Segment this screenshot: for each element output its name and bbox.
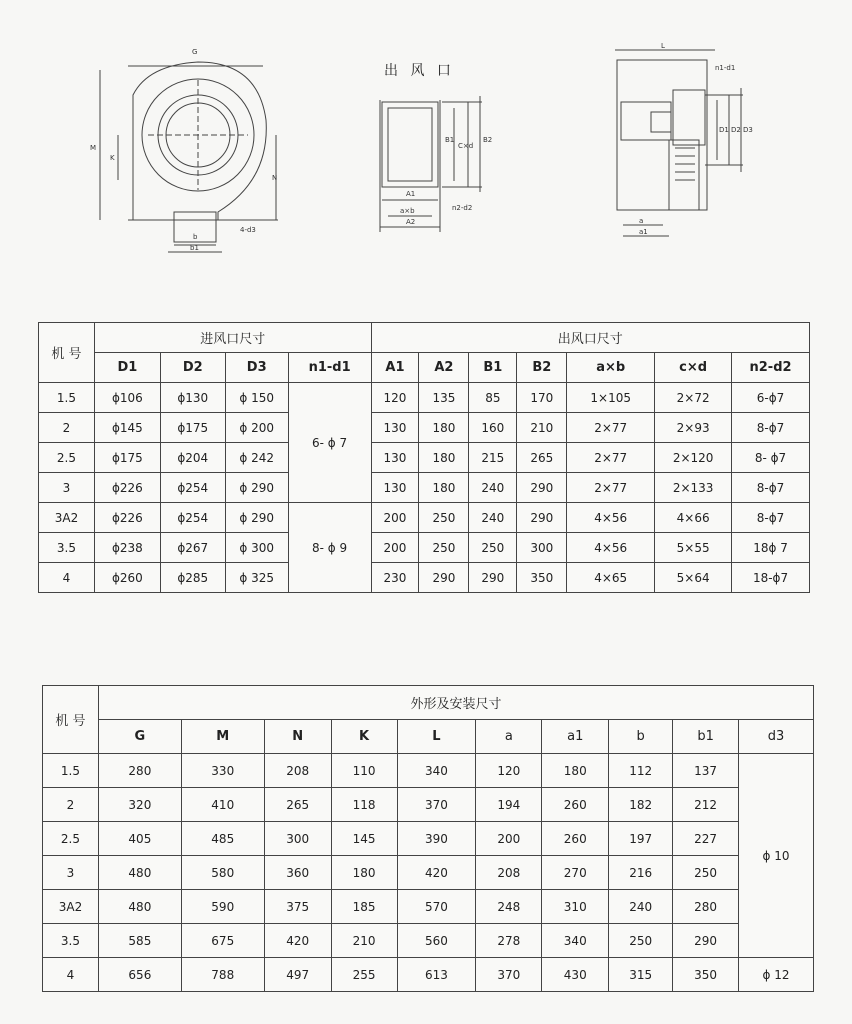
cell-machine-no: 3A2: [39, 503, 95, 533]
col-header-n1d1: n1-d1: [288, 353, 371, 383]
cell-b2: 210: [517, 413, 567, 443]
cell-m: 485: [181, 822, 264, 856]
inlet-size-header: 进风口尺寸: [94, 323, 371, 353]
cell-machine-no: 4: [43, 958, 99, 992]
cell-machine-no: 2: [39, 413, 95, 443]
cell-k: 118: [331, 788, 397, 822]
front-label-b1: b1: [190, 244, 199, 252]
col-header-axb: a×b: [567, 353, 655, 383]
col-header-n2d2: n2-d2: [732, 353, 810, 383]
machine-no-header: 机 号: [39, 323, 95, 383]
cell-axb: 2×77: [567, 443, 655, 473]
overall-size-header: 外形及安装尺寸: [98, 686, 813, 720]
cell-d2: ϕ175: [160, 413, 225, 443]
cell-d3: ϕ 200: [225, 413, 288, 443]
cell-g: 480: [98, 856, 181, 890]
cell-m: 330: [181, 754, 264, 788]
cell-b1: 215: [469, 443, 517, 473]
cell-k: 185: [331, 890, 397, 924]
cell-a1: 130: [371, 443, 419, 473]
front-view-svg: [88, 40, 288, 255]
installation-dimensions-table: [42, 685, 814, 992]
cell-d2: ϕ285: [160, 563, 225, 593]
col-header-cxd: c×d: [655, 353, 732, 383]
col-header-b1: B1: [469, 353, 517, 383]
side-view-drawing: [605, 40, 765, 245]
table-row: [43, 924, 814, 958]
cell-b: 240: [609, 890, 673, 924]
cell-d3: ϕ 290: [225, 473, 288, 503]
cell-l: 420: [397, 856, 476, 890]
col-header-b1: b1: [673, 720, 739, 754]
cell-d3: ϕ 150: [225, 383, 288, 413]
cell-a2: 250: [419, 533, 469, 563]
cell-n: 375: [264, 890, 331, 924]
cell-a: 370: [476, 958, 542, 992]
col-header-l: L: [397, 720, 476, 754]
cell-m: 788: [181, 958, 264, 992]
cell-d1: ϕ106: [94, 383, 160, 413]
table-row: [43, 890, 814, 924]
cell-machine-no: 4: [39, 563, 95, 593]
cell-axb: 1×105: [567, 383, 655, 413]
cell-cxd: 2×93: [655, 413, 732, 443]
cell-d3-group-2: ϕ 12: [739, 958, 814, 992]
cell-n2d2: 6-ϕ7: [732, 383, 810, 413]
cell-k: 110: [331, 754, 397, 788]
table-row: [39, 443, 810, 473]
outlet-drawing-title: 出 风 口: [384, 63, 455, 79]
cell-axb: 4×56: [567, 533, 655, 563]
cell-b: 112: [609, 754, 673, 788]
cell-machine-no: 3: [39, 473, 95, 503]
outlet-label-axb: a×b: [400, 207, 415, 215]
cell-machine-no: 2.5: [39, 443, 95, 473]
cell-n2d2: 8-ϕ7: [732, 473, 810, 503]
cell-d2: ϕ267: [160, 533, 225, 563]
cell-b: 197: [609, 822, 673, 856]
table-row: [43, 754, 814, 788]
outlet-label-cxd: C×d: [458, 142, 474, 150]
cell-n: 360: [264, 856, 331, 890]
cell-d1: ϕ145: [94, 413, 160, 443]
table-row: [39, 473, 810, 503]
front-label-b: b: [193, 233, 198, 241]
cell-n: 208: [264, 754, 331, 788]
side-label-a1: a1: [639, 228, 648, 236]
cell-a1: 230: [371, 563, 419, 593]
cell-b1: 212: [673, 788, 739, 822]
cell-b1: 280: [673, 890, 739, 924]
cell-n1d1-group-1: 6- ϕ 7: [288, 383, 371, 503]
cell-b1: 160: [469, 413, 517, 443]
cell-n: 300: [264, 822, 331, 856]
cell-b: 250: [609, 924, 673, 958]
machine-no-header-2: 机 号: [43, 686, 99, 754]
cell-b1: 250: [469, 533, 517, 563]
cell-b2: 265: [517, 443, 567, 473]
cell-a: 278: [476, 924, 542, 958]
side-label-n1d1: n1-d1: [715, 64, 736, 72]
cell-a1: 120: [371, 383, 419, 413]
cell-l: 570: [397, 890, 476, 924]
cell-k: 145: [331, 822, 397, 856]
table-row: [43, 788, 814, 822]
cell-b1: 350: [673, 958, 739, 992]
cell-b1: 137: [673, 754, 739, 788]
cell-a1: 430: [542, 958, 609, 992]
cell-b2: 350: [517, 563, 567, 593]
col-header-a2: A2: [419, 353, 469, 383]
cell-b2: 170: [517, 383, 567, 413]
cell-l: 560: [397, 924, 476, 958]
cell-b2: 300: [517, 533, 567, 563]
cell-n2d2: 8-ϕ7: [732, 503, 810, 533]
cell-n: 420: [264, 924, 331, 958]
cell-g: 320: [98, 788, 181, 822]
cell-b1: 250: [673, 856, 739, 890]
col-header-g: G: [98, 720, 181, 754]
cell-b2: 290: [517, 473, 567, 503]
cell-b: 182: [609, 788, 673, 822]
cell-axb: 4×56: [567, 503, 655, 533]
table-row: [39, 383, 810, 413]
cell-b2: 290: [517, 503, 567, 533]
cell-d3-group-1: ϕ 10: [739, 754, 814, 958]
cell-cxd: 4×66: [655, 503, 732, 533]
cell-b1: 240: [469, 503, 517, 533]
cell-machine-no: 3.5: [39, 533, 95, 563]
side-label-l: L: [661, 42, 665, 50]
cell-d1: ϕ226: [94, 503, 160, 533]
col-header-a1: A1: [371, 353, 419, 383]
cell-a1: 130: [371, 473, 419, 503]
col-header-d2: D2: [160, 353, 225, 383]
cell-d3: ϕ 325: [225, 563, 288, 593]
cell-n2d2: 8-ϕ7: [732, 413, 810, 443]
front-label-m: M: [90, 144, 97, 152]
outlet-label-b1: B1: [445, 136, 455, 144]
table-row: [39, 413, 810, 443]
cell-axb: 4×65: [567, 563, 655, 593]
col-header-d3: D3: [225, 353, 288, 383]
side-label-d3: D3: [743, 126, 753, 134]
col-header-a: a: [476, 720, 542, 754]
cell-a2: 180: [419, 473, 469, 503]
cell-k: 180: [331, 856, 397, 890]
cell-a: 120: [476, 754, 542, 788]
cell-d3: ϕ 242: [225, 443, 288, 473]
cell-m: 580: [181, 856, 264, 890]
cell-axb: 2×77: [567, 413, 655, 443]
side-label-d2: D2: [731, 126, 741, 134]
cell-k: 255: [331, 958, 397, 992]
front-label-n: N: [272, 174, 278, 182]
col-header-d1: D1: [94, 353, 160, 383]
cell-cxd: 2×72: [655, 383, 732, 413]
front-label-k: K: [110, 154, 115, 162]
table-row: [43, 856, 814, 890]
cell-d1: ϕ238: [94, 533, 160, 563]
cell-g: 405: [98, 822, 181, 856]
cell-n2d2: 18-ϕ7: [732, 563, 810, 593]
front-label-g: G: [192, 48, 198, 56]
cell-l: 613: [397, 958, 476, 992]
cell-g: 480: [98, 890, 181, 924]
cell-d3: ϕ 290: [225, 503, 288, 533]
front-label-d3: 4-d3: [240, 226, 256, 234]
cell-machine-no: 1.5: [43, 754, 99, 788]
table-row: [43, 958, 814, 992]
outlet-view-svg: [372, 92, 502, 237]
cell-b1: 240: [469, 473, 517, 503]
cell-l: 390: [397, 822, 476, 856]
col-header-b2: B2: [517, 353, 567, 383]
cell-a1: 200: [371, 503, 419, 533]
cell-d2: ϕ130: [160, 383, 225, 413]
cell-a1: 270: [542, 856, 609, 890]
cell-a1: 260: [542, 788, 609, 822]
cell-a2: 135: [419, 383, 469, 413]
cell-machine-no: 1.5: [39, 383, 95, 413]
table-row: [43, 822, 814, 856]
cell-cxd: 2×133: [655, 473, 732, 503]
cell-machine-no: 3A2: [43, 890, 99, 924]
col-header-b: b: [609, 720, 673, 754]
col-header-m: M: [181, 720, 264, 754]
cell-a: 194: [476, 788, 542, 822]
table-row: [39, 533, 810, 563]
cell-d2: ϕ254: [160, 473, 225, 503]
cell-a2: 180: [419, 413, 469, 443]
cell-a1: 200: [371, 533, 419, 563]
cell-machine-no: 2: [43, 788, 99, 822]
cell-b1: 227: [673, 822, 739, 856]
outlet-size-header: 出风口尺寸: [371, 323, 809, 353]
cell-cxd: 2×120: [655, 443, 732, 473]
cell-a1: 180: [542, 754, 609, 788]
cell-m: 590: [181, 890, 264, 924]
cell-n: 265: [264, 788, 331, 822]
cell-d1: ϕ175: [94, 443, 160, 473]
cell-a1: 310: [542, 890, 609, 924]
cell-d1: ϕ260: [94, 563, 160, 593]
cell-l: 340: [397, 754, 476, 788]
cell-a1: 260: [542, 822, 609, 856]
cell-m: 410: [181, 788, 264, 822]
outlet-label-n2d2: n2-d2: [452, 204, 473, 212]
cell-b1: 85: [469, 383, 517, 413]
cell-d2: ϕ254: [160, 503, 225, 533]
outlet-label-a1: A1: [406, 190, 416, 198]
cell-a2: 180: [419, 443, 469, 473]
table-row: [39, 563, 810, 593]
cell-b: 315: [609, 958, 673, 992]
cell-n1d1-group-2: 8- ϕ 9: [288, 503, 371, 593]
cell-m: 675: [181, 924, 264, 958]
outlet-view-drawing: [372, 92, 502, 237]
col-header-k: K: [331, 720, 397, 754]
cell-n: 497: [264, 958, 331, 992]
cell-b: 216: [609, 856, 673, 890]
col-header-a1: a1: [542, 720, 609, 754]
cell-a2: 250: [419, 503, 469, 533]
cell-machine-no: 3: [43, 856, 99, 890]
cell-a1: 130: [371, 413, 419, 443]
side-label-d1: D1: [719, 126, 729, 134]
cell-a2: 290: [419, 563, 469, 593]
cell-l: 370: [397, 788, 476, 822]
col-header-d3: d3: [739, 720, 814, 754]
cell-d1: ϕ226: [94, 473, 160, 503]
cell-cxd: 5×55: [655, 533, 732, 563]
side-view-svg: [605, 40, 765, 245]
cell-axb: 2×77: [567, 473, 655, 503]
front-view-drawing: [88, 40, 288, 255]
cell-b1: 290: [673, 924, 739, 958]
cell-a: 200: [476, 822, 542, 856]
cell-a: 248: [476, 890, 542, 924]
cell-n2d2: 18ϕ 7: [732, 533, 810, 563]
inlet-outlet-dimensions-table: [38, 322, 810, 593]
cell-cxd: 5×64: [655, 563, 732, 593]
cell-machine-no: 3.5: [43, 924, 99, 958]
cell-g: 656: [98, 958, 181, 992]
cell-d3: ϕ 300: [225, 533, 288, 563]
cell-machine-no: 2.5: [43, 822, 99, 856]
table-row: [39, 503, 810, 533]
cell-a1: 340: [542, 924, 609, 958]
cell-d2: ϕ204: [160, 443, 225, 473]
cell-n2d2: 8- ϕ7: [732, 443, 810, 473]
cell-a: 208: [476, 856, 542, 890]
outlet-label-b2: B2: [483, 136, 493, 144]
cell-g: 585: [98, 924, 181, 958]
cell-g: 280: [98, 754, 181, 788]
cell-b1: 290: [469, 563, 517, 593]
side-label-a: a: [639, 217, 644, 225]
cell-k: 210: [331, 924, 397, 958]
col-header-n: N: [264, 720, 331, 754]
outlet-label-a2: A2: [406, 218, 416, 226]
